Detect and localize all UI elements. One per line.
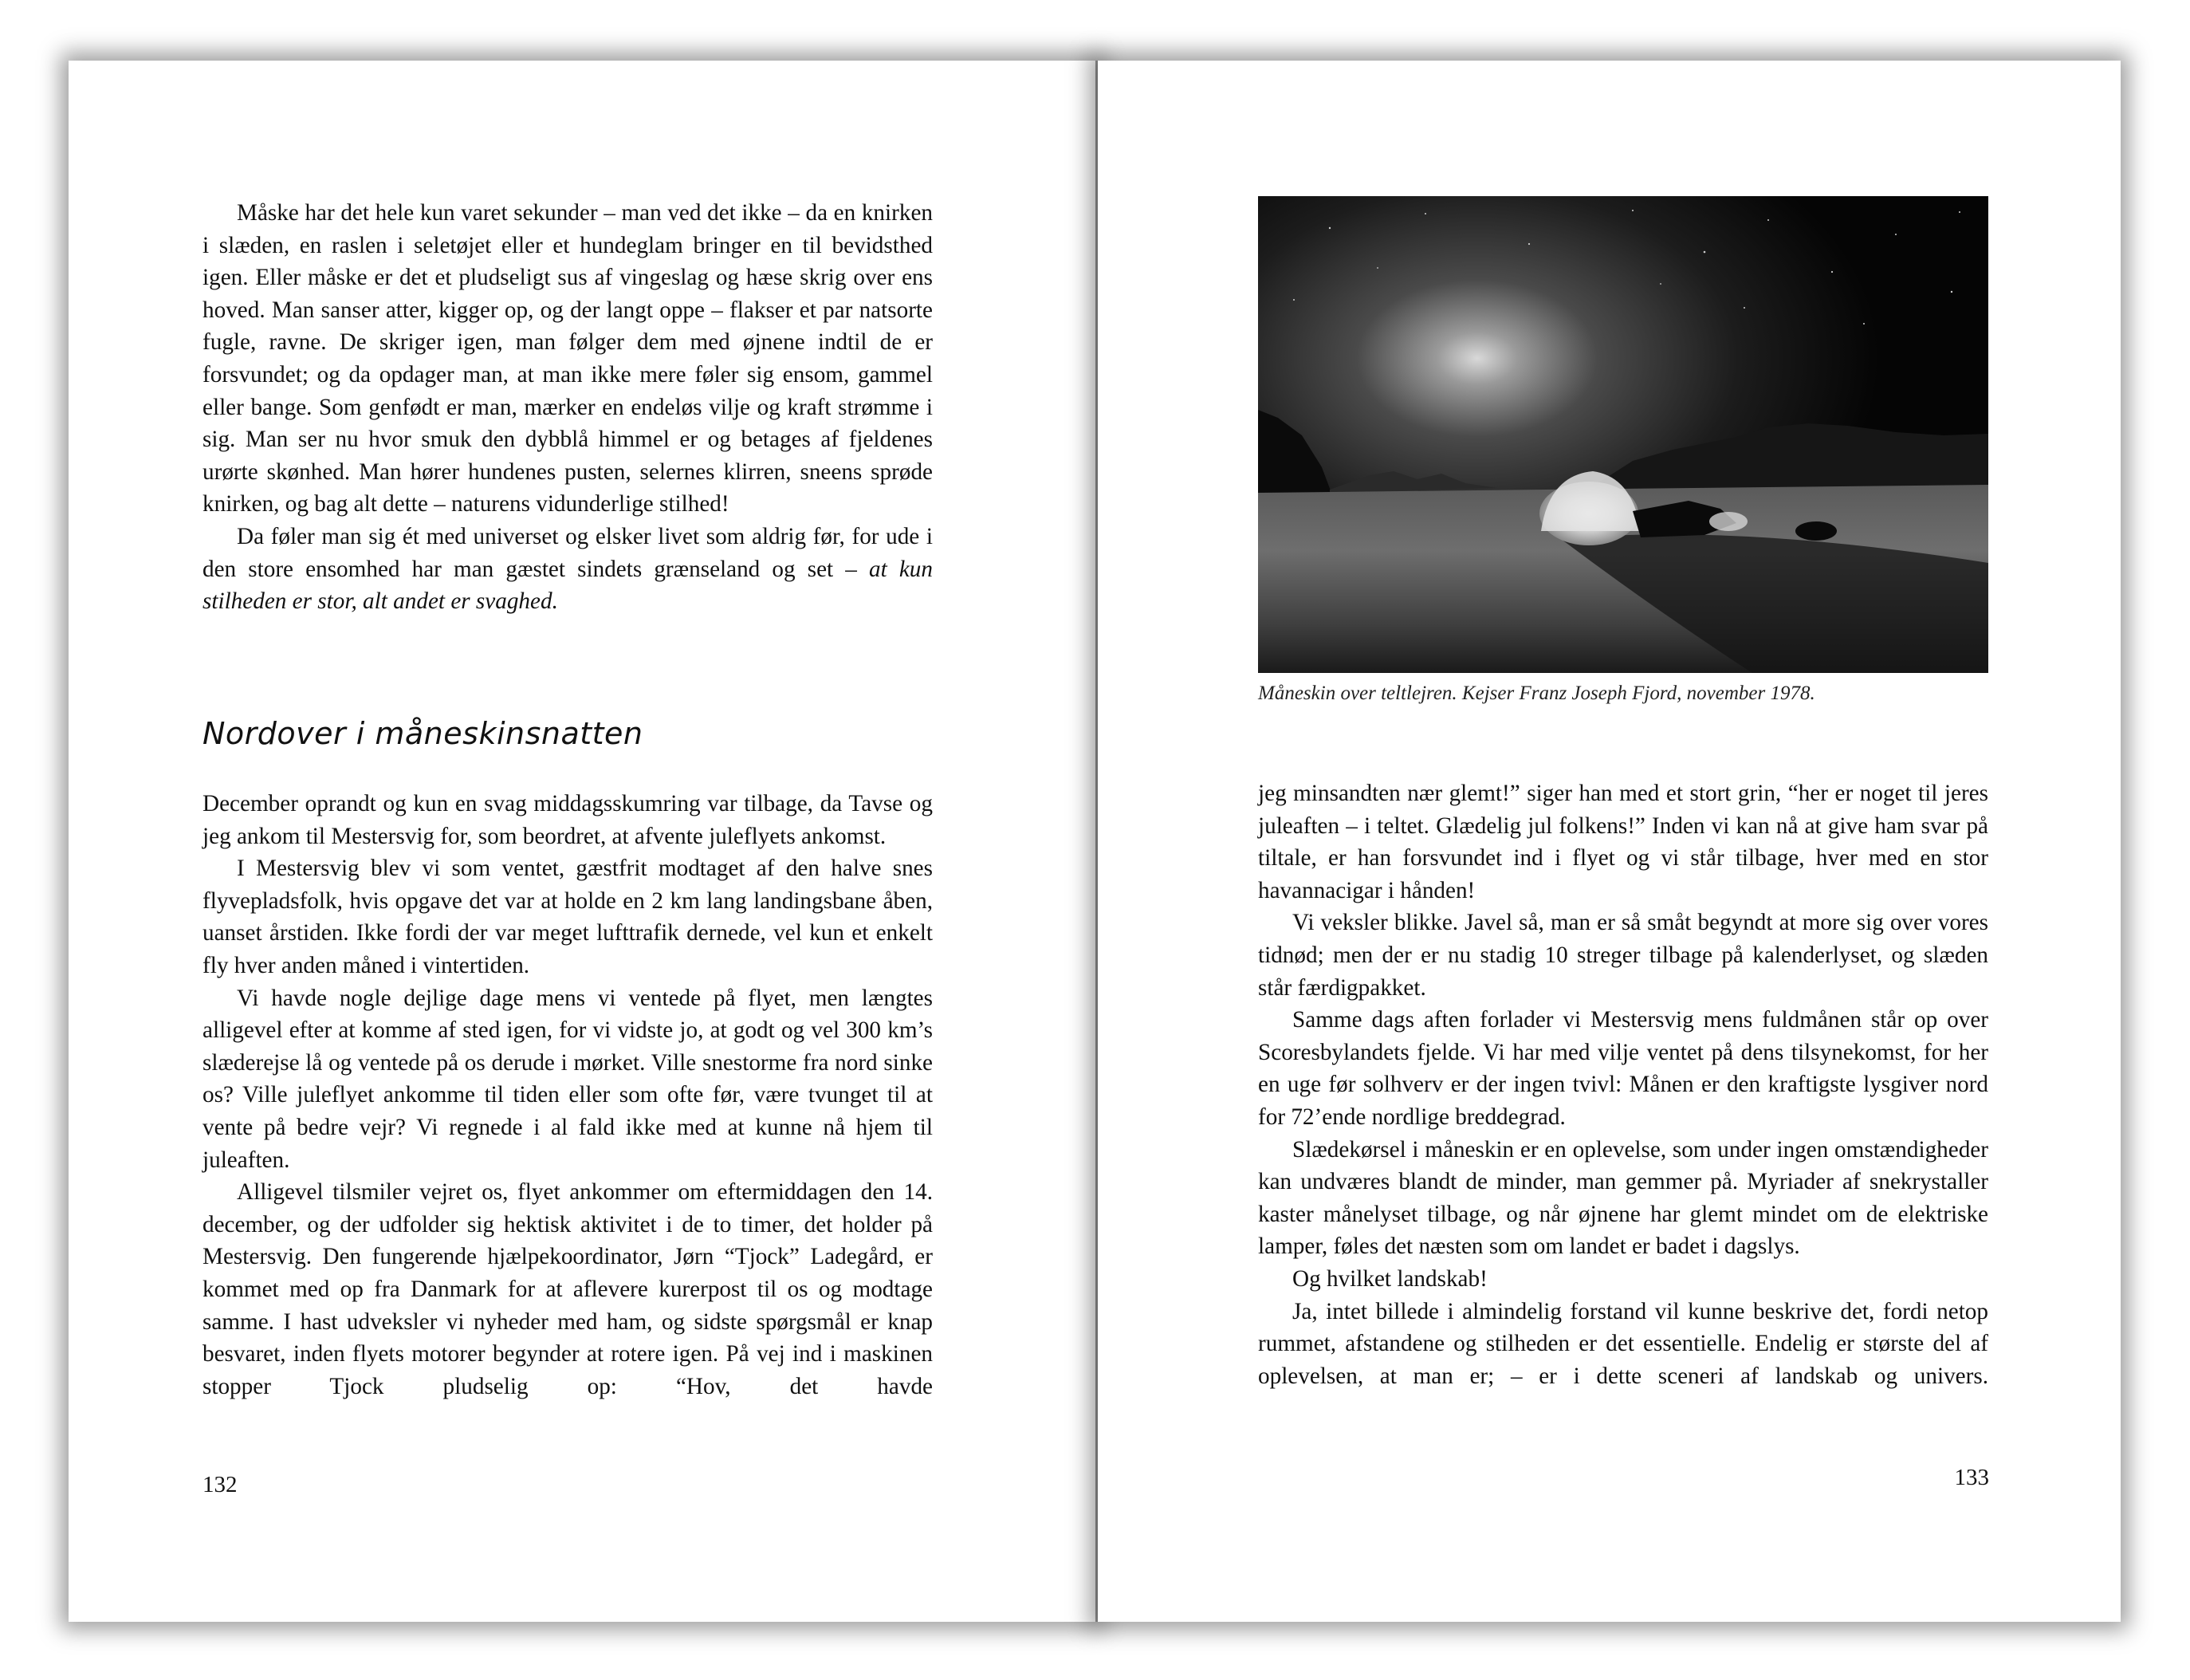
- closing-paragraph-plain: Da føler man sig ét med universet og elsker livet som aldrig før, for ude i den store ensomhed har man gæstet sindets grænseland og set –: [202, 523, 933, 582]
- paragraph: Og hvilket landskab!: [1292, 1265, 1488, 1292]
- moonlit-camp-photo: [1258, 196, 1988, 673]
- paragraph: Vi havde nogle dejlige dage mens vi ventede på flyet, men længtes alligevel efter at komme af sted igen, for vi vidste jo, at godt og vel 300 km’s slæderejse lå og ventede på os derude i mørket. Ville snestorme fra nord sinke os? Ville juleflyet ankomme til tiden eller som ofte før, være tvunget til at vente på bedre vejr? Vi regnede i al fald ikke med at kunne nå hjem til juleaften.: [202, 985, 933, 1173]
- page-number: 132: [202, 1472, 238, 1497]
- right-page-text: [1258, 777, 1988, 1392]
- page-number: 133: [1954, 1465, 1989, 1490]
- paragraph: Slædekørsel i måneskin er en oplevelse, som under ingen omstændigheder kan undværes blandt de minder, man gemmer på. Myriader af snekrystaller kaster månelyset tilbage, og når øjnene har glemt mindet om de elektriske lamper, føles det næsten som om landet er badet i dagslys.: [1258, 1136, 1988, 1260]
- paragraph: Alligevel tilsmiler vejret os, flyet ankommer om eftermiddagen den 14. december, og der udfolder sig hektisk aktivitet i de to timer, det holder på Mestersvig. Den fungerende hjælpekoordinator, Jørn “Tjock” Ladegård, er kommet med op fra Danmark for at aflevere kurerpost til os og modtage samme. I hast udveksler vi nyheder med ham, og sidste spørgsmål er knap besvaret, inden flyets motorer begynder at rotere igen. På vej ind i maskinen stopper Tjock pludselig op: “Hov, det havde: [202, 1179, 933, 1399]
- left-page: [69, 61, 1095, 1622]
- paragraph: Samme dags aften forlader vi Mestersvig mens fuldmånen står op over Scoresbylandets fjelde. Vi har med vilje ventet på dens tilsynekomst, for her en uge før solhverv er der ingen tvivl: Månen er den kraftigste lysgiver nord for 72’ende nordlige breddegrad.: [1258, 1007, 1988, 1130]
- paragraph: jeg minsandten nær glemt!” siger han med et stort grin, “her er noget til jeres juleaften – i teltet. Glædelig jul folkens!” Inden vi kan nå at give ham svar på tiltale, er han forsvundet ind i flyet og vi står tilbage, hver med en stor havannacigar i hånden!: [1258, 781, 1988, 903]
- closing-paragraph-italic: at kun stilheden er stor, alt andet er svaghed.: [202, 556, 933, 615]
- closing-paragraph: [202, 521, 933, 618]
- left-top-text: [202, 197, 933, 618]
- paragraph: December oprandt og kun en svag middagsskumring var tilbage, da Tavse og jeg ankom til Mestersvig for, som beordret, at afvente juleflyets ankomst.: [202, 791, 933, 849]
- paragraph: Måske har det hele kun varet sekunder – man ved det ikke – da en knirken i slæden, en raslen i seletøjet eller et hundeglam bringer en til bevidsthed igen. Eller måske er det et pludseligt sus af vingeslag og hæse skrig over ens hoved. Man sanser atter, kigger op, og der langt oppe – flakser et par natsorte fugle, ravne. De skriger igen, man følger dem med øjnene indtil de er forsvundet; og da opdager man, at man ikke mere føler sig ensom, gammel eller bange. Som genfødt er man, mærker en endeløs vilje og kraft strømme i sig. Man ser nu hvor smuk den dybblå himmel er og betages af fjeldenes urørte skønhed. Man hører hundenes pusten, selernes klirren, sneens sprøde knirken, og bag alt dette – naturens vidunderlige stilhed!: [202, 200, 933, 517]
- chapter-heading: Nordover i måneskinsnatten: [202, 716, 643, 751]
- paragraph: Ja, intet billede i almindelig forstand vil kunne beskrive det, fordi netop rummet, afstandene og stilheden er det essentielle. Endelig er største del af oplevelsen, at man er; – er i dette sceneri af landskab og univers.: [1258, 1298, 1988, 1389]
- left-bottom-text: [202, 788, 933, 1403]
- right-page: [1098, 61, 2121, 1622]
- photo-caption: Måneskin over teltlejren. Kejser Franz Joseph Fjord, november 1978.: [1258, 683, 1815, 704]
- paragraph: Vi veksler blikke. Javel så, man er så småt begyndt at more sig over vores tidnød; men der er nu stadig 10 streger tilbage på kalenderlyset, og slæden står færdigpakket.: [1258, 910, 1988, 1001]
- paragraph: I Mestersvig blev vi som ventet, gæstfrit modtaget af den halve snes flyvepladsfolk, hvis opgave det var at holde en 2 km lang landingsbane åben, uanset årstiden. Ikke fordi der var meget lufttrafik dernede, vel kun et enkelt fly hver anden måned i vintertiden.: [202, 856, 933, 978]
